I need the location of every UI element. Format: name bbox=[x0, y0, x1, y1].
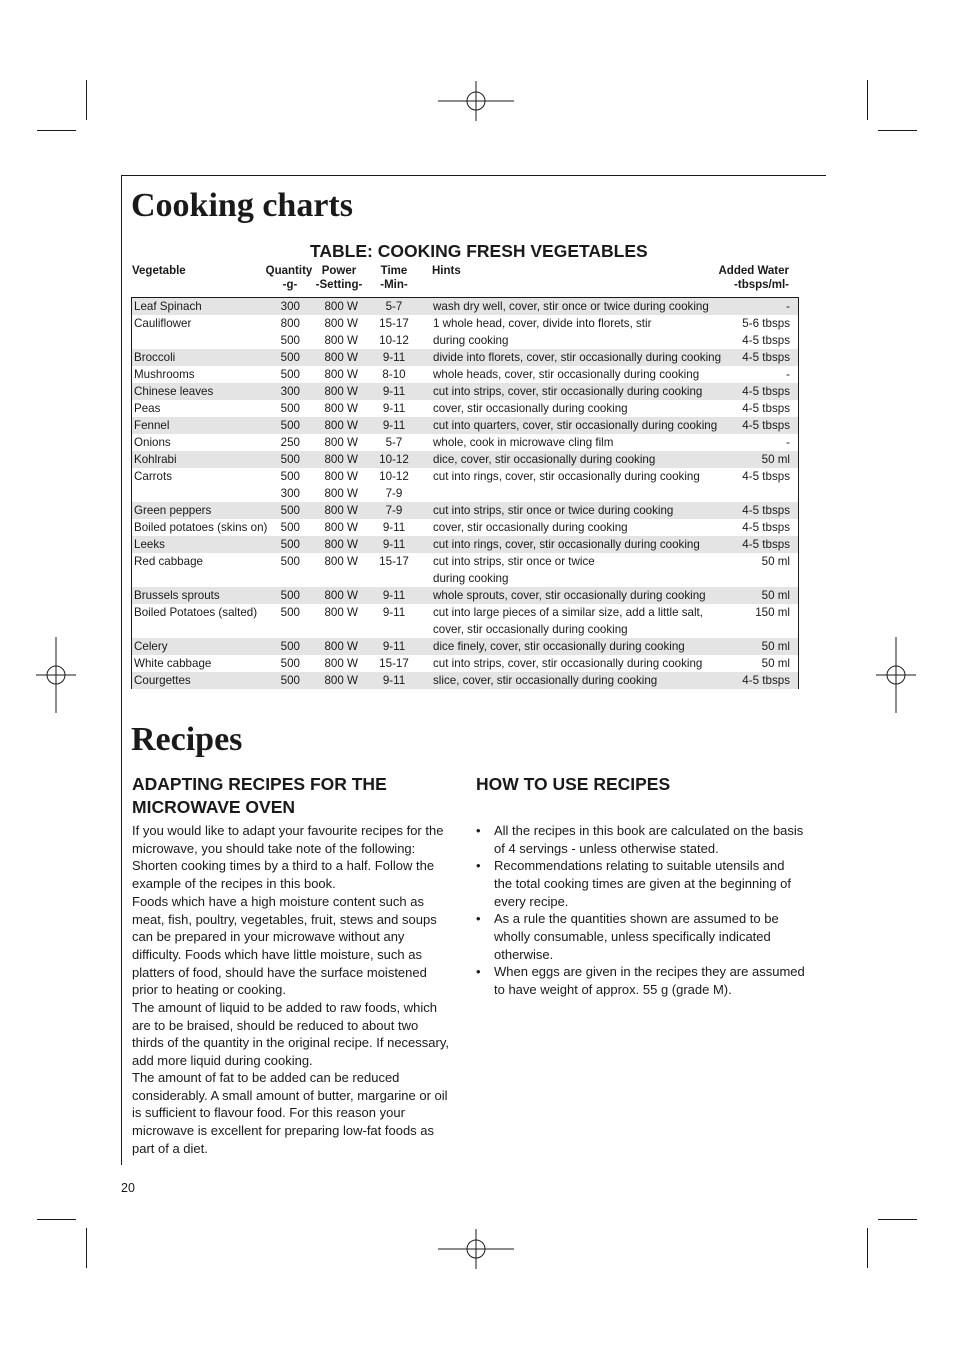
header-vegetable bbox=[132, 265, 186, 279]
header-power bbox=[310, 265, 368, 292]
time-cell: 9-11 bbox=[382, 674, 406, 687]
water-cell: 4-5 tbsps bbox=[742, 334, 790, 347]
water-cell: - bbox=[786, 436, 790, 449]
hints-cell: cover, stir occasionally during cooking bbox=[433, 521, 628, 534]
time-cell: 9-11 bbox=[382, 419, 406, 432]
vegetable-cell: White cabbage bbox=[134, 657, 212, 670]
time-cell: 15-17 bbox=[379, 555, 409, 568]
power-cell: 800 W bbox=[324, 470, 358, 483]
hints-cell: 1 whole head, cover, divide into florets, stir bbox=[433, 317, 652, 330]
list-item-text: All the recipes in this book are calculated on the basis of 4 servings - unless otherwise stated. bbox=[494, 823, 804, 856]
power-cell: 800 W bbox=[324, 436, 358, 449]
power-cell: 800 W bbox=[324, 351, 358, 364]
time-cell: 9-11 bbox=[382, 606, 406, 619]
vegetable-cell: Boiled potatoes (skins on) bbox=[134, 521, 268, 534]
adapting-heading-line1: ADAPTING RECIPES FOR THE bbox=[132, 774, 387, 794]
power-cell: 800 W bbox=[324, 419, 358, 432]
list-item bbox=[476, 857, 806, 910]
quantity-cell: 500 bbox=[280, 419, 300, 432]
hints-cell: dice finely, cover, stir occasionally during cooking bbox=[433, 640, 685, 653]
table-row bbox=[132, 366, 798, 383]
quantity-cell: 500 bbox=[280, 657, 300, 670]
power-cell: 800 W bbox=[324, 368, 358, 381]
time-cell: 5-7 bbox=[385, 300, 403, 313]
header-time-label: Time bbox=[380, 265, 408, 277]
power-cell: 800 W bbox=[324, 487, 358, 500]
hints-cell: whole, cook in microwave cling film bbox=[433, 436, 614, 449]
adapting-heading bbox=[132, 773, 387, 819]
vegetable-cell: Cauliflower bbox=[134, 317, 192, 330]
water-cell: 4-5 tbsps bbox=[742, 402, 790, 415]
table-row bbox=[132, 553, 798, 587]
quantity-cell: 500 bbox=[280, 351, 300, 364]
header-hints-label: Hints bbox=[432, 265, 461, 277]
vegetable-cell: Celery bbox=[134, 640, 168, 653]
vegetable-cell: Broccoli bbox=[134, 351, 176, 364]
time-cell: 9-11 bbox=[382, 538, 406, 551]
header-quantity-label: Quantity bbox=[265, 265, 313, 277]
table-title: TABLE: COOKING FRESH VEGETABLES bbox=[310, 241, 648, 261]
table-row bbox=[132, 298, 798, 315]
water-cell: 50 ml bbox=[761, 453, 790, 466]
power-cell: 800 W bbox=[324, 453, 358, 466]
power-cell: 800 W bbox=[324, 640, 358, 653]
table-row bbox=[132, 400, 798, 417]
water-cell: 5-6 tbsps bbox=[742, 317, 790, 330]
adapting-paragraph: Foods which have a high moisture content such as meat, fish, poultry, vegetables, fruit, stews and soups can be prepared in your microwave without any difficulty. Foods which have little moisture, such as platters of food, should have the surface moistened prior to heating or cooking. bbox=[132, 894, 437, 998]
header-power-unit: -Setting- bbox=[315, 278, 363, 291]
water-cell: 50 ml bbox=[761, 657, 790, 670]
quantity-cell: 300 bbox=[280, 300, 300, 313]
hints-cell: whole sprouts, cover, stir occasionally during cooking bbox=[433, 589, 706, 602]
power-cell: 800 W bbox=[324, 504, 358, 517]
header-quantity bbox=[262, 265, 316, 292]
registration-mark-icon bbox=[858, 637, 934, 713]
quantity-cell: 800 bbox=[280, 317, 300, 330]
time-cell: 10-12 bbox=[379, 453, 409, 466]
table-row bbox=[132, 502, 798, 519]
water-cell: 50 ml bbox=[761, 640, 790, 653]
time-cell: 9-11 bbox=[382, 640, 406, 653]
bullet-icon: • bbox=[476, 858, 481, 874]
registration-mark-icon bbox=[438, 63, 514, 139]
table-row bbox=[132, 536, 798, 553]
vegetable-cell: Carrots bbox=[134, 470, 173, 483]
water-cell: 4-5 tbsps bbox=[742, 419, 790, 432]
hints-cell: during cooking bbox=[433, 572, 509, 585]
vegetable-cell: Mushrooms bbox=[134, 368, 195, 381]
power-cell: 800 W bbox=[324, 317, 358, 330]
time-cell: 10-12 bbox=[379, 334, 409, 347]
water-cell: 4-5 tbsps bbox=[742, 351, 790, 364]
power-cell: 800 W bbox=[324, 674, 358, 687]
hints-cell: divide into florets, cover, stir occasionally during cooking bbox=[433, 351, 722, 364]
bullet-icon: • bbox=[476, 823, 481, 838]
power-cell: 800 W bbox=[324, 521, 358, 534]
time-cell: 10-12 bbox=[379, 470, 409, 483]
hints-cell: slice, cover, stir occasionally during cooking bbox=[433, 674, 658, 687]
vegetable-cooking-table bbox=[131, 297, 799, 689]
table-row bbox=[132, 417, 798, 434]
power-cell: 800 W bbox=[324, 402, 358, 415]
hints-cell: wash dry well, cover, stir once or twice during cooking bbox=[433, 300, 709, 313]
table-row bbox=[132, 519, 798, 536]
adapting-paragraph: If you would like to adapt your favourite recipes for the microwave, you should take note of the following: Shorten cooking times by a third to a half. Follow the example of the recipes in this book. bbox=[132, 823, 444, 891]
quantity-cell: 500 bbox=[280, 453, 300, 466]
header-water-unit: -tbsps/ml- bbox=[734, 278, 789, 291]
vegetable-cell: Peas bbox=[134, 402, 161, 415]
quantity-cell: 500 bbox=[280, 334, 300, 347]
adapting-paragraph: The amount of liquid to be added to raw foods, which are to be braised, should be reduced to about two thirds of the quantity in the original recipe. If necessary, add more liquid during cooking. bbox=[132, 1000, 449, 1068]
registration-mark-icon bbox=[18, 637, 94, 713]
list-item bbox=[476, 822, 806, 857]
list-item-text: When eggs are given in the recipes they are assumed to have weight of approx. 55 g (grade M). bbox=[494, 964, 805, 997]
vegetable-cell: Red cabbage bbox=[134, 555, 203, 568]
quantity-cell: 500 bbox=[280, 555, 300, 568]
time-cell: 9-11 bbox=[382, 402, 406, 415]
crop-mark bbox=[867, 1228, 868, 1268]
table-row bbox=[132, 604, 798, 638]
table-row bbox=[132, 434, 798, 451]
crop-mark bbox=[878, 130, 917, 131]
hints-cell: cut into rings, cover, stir occasionally during cooking bbox=[433, 538, 700, 551]
hints-cell: cut into strips, cover, stir occasionally during cooking bbox=[433, 657, 703, 670]
hints-cell: dice, cover, stir occasionally during cooking bbox=[433, 453, 656, 466]
water-cell: 4-5 tbsps bbox=[742, 470, 790, 483]
time-cell: 9-11 bbox=[382, 589, 406, 602]
header-quantity-unit: -g- bbox=[282, 278, 298, 291]
water-cell: - bbox=[786, 300, 790, 313]
page-frame-top-rule bbox=[121, 175, 826, 176]
recipes-title: Recipes bbox=[131, 721, 243, 758]
vegetable-cell: Fennel bbox=[134, 419, 170, 432]
quantity-cell: 500 bbox=[280, 521, 300, 534]
list-item-text: As a rule the quantities shown are assumed to be wholly consumable, unless specifically indicated otherwise. bbox=[494, 911, 779, 962]
table-row bbox=[132, 315, 798, 349]
bullet-icon: • bbox=[476, 964, 481, 980]
vegetable-cell: Boiled Potatoes (salted) bbox=[134, 606, 258, 619]
table-row bbox=[132, 349, 798, 366]
crop-mark bbox=[37, 1219, 76, 1220]
hints-cell: during cooking bbox=[433, 334, 509, 347]
header-hints bbox=[432, 265, 461, 279]
time-cell: 9-11 bbox=[382, 351, 406, 364]
table-row bbox=[132, 672, 798, 689]
hints-cell: cover, stir occasionally during cooking bbox=[433, 623, 628, 636]
time-cell: 9-11 bbox=[382, 385, 406, 398]
water-cell: 4-5 tbsps bbox=[742, 674, 790, 687]
table-row bbox=[132, 655, 798, 672]
water-cell: 150 ml bbox=[755, 606, 790, 619]
adapting-paragraph: The amount of fat to be added can be reduced considerably. A small amount of butter, margarine or oil is sufficient to flavour food. For this reason your microwave is excellent for preparing low-fat foods as part of a diet. bbox=[132, 1070, 448, 1156]
power-cell: 800 W bbox=[324, 334, 358, 347]
registration-mark-icon bbox=[438, 1211, 514, 1287]
page-title: Cooking charts bbox=[131, 187, 353, 224]
list-item bbox=[476, 963, 806, 998]
time-cell: 15-17 bbox=[379, 657, 409, 670]
crop-mark bbox=[86, 80, 87, 120]
water-cell: 4-5 tbsps bbox=[742, 521, 790, 534]
crop-mark bbox=[86, 1228, 87, 1268]
power-cell: 800 W bbox=[324, 555, 358, 568]
table-row bbox=[132, 383, 798, 400]
table-row bbox=[132, 638, 798, 655]
header-time bbox=[372, 265, 416, 292]
hints-cell: cut into large pieces of a similar size, add a little salt, bbox=[433, 606, 704, 619]
power-cell: 800 W bbox=[324, 589, 358, 602]
header-time-unit: -Min- bbox=[380, 278, 408, 291]
crop-mark bbox=[867, 80, 868, 120]
quantity-cell: 500 bbox=[280, 674, 300, 687]
list-item bbox=[476, 910, 806, 963]
hints-cell: whole heads, cover, stir occasionally during cooking bbox=[433, 368, 700, 381]
time-cell: 5-7 bbox=[385, 436, 403, 449]
vegetable-cell: Onions bbox=[134, 436, 171, 449]
header-vegetable-label: Vegetable bbox=[132, 265, 186, 277]
hints-cell: cut into strips, stir once or twice bbox=[433, 555, 595, 568]
power-cell: 800 W bbox=[324, 657, 358, 670]
vegetable-cell: Brussels sprouts bbox=[134, 589, 220, 602]
crop-mark bbox=[878, 1219, 917, 1220]
time-cell: 7-9 bbox=[385, 504, 403, 517]
power-cell: 800 W bbox=[324, 385, 358, 398]
adapting-heading-line2: MICROWAVE OVEN bbox=[132, 797, 296, 817]
vegetable-cell: Leeks bbox=[134, 538, 165, 551]
header-added-water bbox=[690, 265, 789, 292]
hints-cell: cut into strips, cover, stir occasionally during cooking bbox=[433, 385, 703, 398]
quantity-cell: 500 bbox=[280, 470, 300, 483]
how-to-use-list bbox=[476, 822, 806, 999]
list-item-text: Recommendations relating to suitable utensils and the total cooking times are given at the beginning of every recipe. bbox=[494, 858, 792, 909]
water-cell: 4-5 tbsps bbox=[742, 538, 790, 551]
time-cell: 9-11 bbox=[382, 521, 406, 534]
vegetable-cell: Kohlrabi bbox=[134, 453, 177, 466]
hints-cell: cut into rings, cover, stir occasionally during cooking bbox=[433, 470, 700, 483]
water-cell: - bbox=[786, 368, 790, 381]
quantity-cell: 500 bbox=[280, 504, 300, 517]
water-cell: 50 ml bbox=[761, 589, 790, 602]
vegetable-cell: Chinese leaves bbox=[134, 385, 214, 398]
water-cell: 4-5 tbsps bbox=[742, 385, 790, 398]
power-cell: 800 W bbox=[324, 606, 358, 619]
table-row bbox=[132, 468, 798, 502]
how-to-use-heading: HOW TO USE RECIPES bbox=[476, 774, 671, 794]
quantity-cell: 500 bbox=[280, 538, 300, 551]
header-power-label: Power bbox=[321, 265, 357, 277]
header-water-label: Added Water bbox=[718, 265, 789, 277]
quantity-cell: 300 bbox=[280, 385, 300, 398]
water-cell: 4-5 tbsps bbox=[742, 504, 790, 517]
bullet-icon: • bbox=[476, 911, 481, 927]
vegetable-cell: Leaf Spinach bbox=[134, 300, 202, 313]
quantity-cell: 500 bbox=[280, 589, 300, 602]
quantity-cell: 500 bbox=[280, 368, 300, 381]
vegetable-cell: Green peppers bbox=[134, 504, 212, 517]
page-number: 20 bbox=[121, 1181, 135, 1195]
hints-cell: cut into strips, stir once or twice during cooking bbox=[433, 504, 674, 517]
page-frame-left-rule bbox=[121, 175, 122, 1165]
quantity-cell: 500 bbox=[280, 606, 300, 619]
table-row bbox=[132, 451, 798, 468]
hints-cell: cut into quarters, cover, stir occasionally during cooking bbox=[433, 419, 718, 432]
time-cell: 7-9 bbox=[385, 487, 403, 500]
quantity-cell: 500 bbox=[280, 402, 300, 415]
time-cell: 8-10 bbox=[382, 368, 406, 381]
power-cell: 800 W bbox=[324, 538, 358, 551]
hints-cell: cover, stir occasionally during cooking bbox=[433, 402, 628, 415]
vegetable-cell: Courgettes bbox=[134, 674, 191, 687]
time-cell: 15-17 bbox=[379, 317, 409, 330]
quantity-cell: 300 bbox=[280, 487, 300, 500]
water-cell: 50 ml bbox=[761, 555, 790, 568]
quantity-cell: 500 bbox=[280, 640, 300, 653]
quantity-cell: 250 bbox=[280, 436, 300, 449]
table-row bbox=[132, 587, 798, 604]
crop-mark bbox=[37, 130, 76, 131]
power-cell: 800 W bbox=[324, 300, 358, 313]
